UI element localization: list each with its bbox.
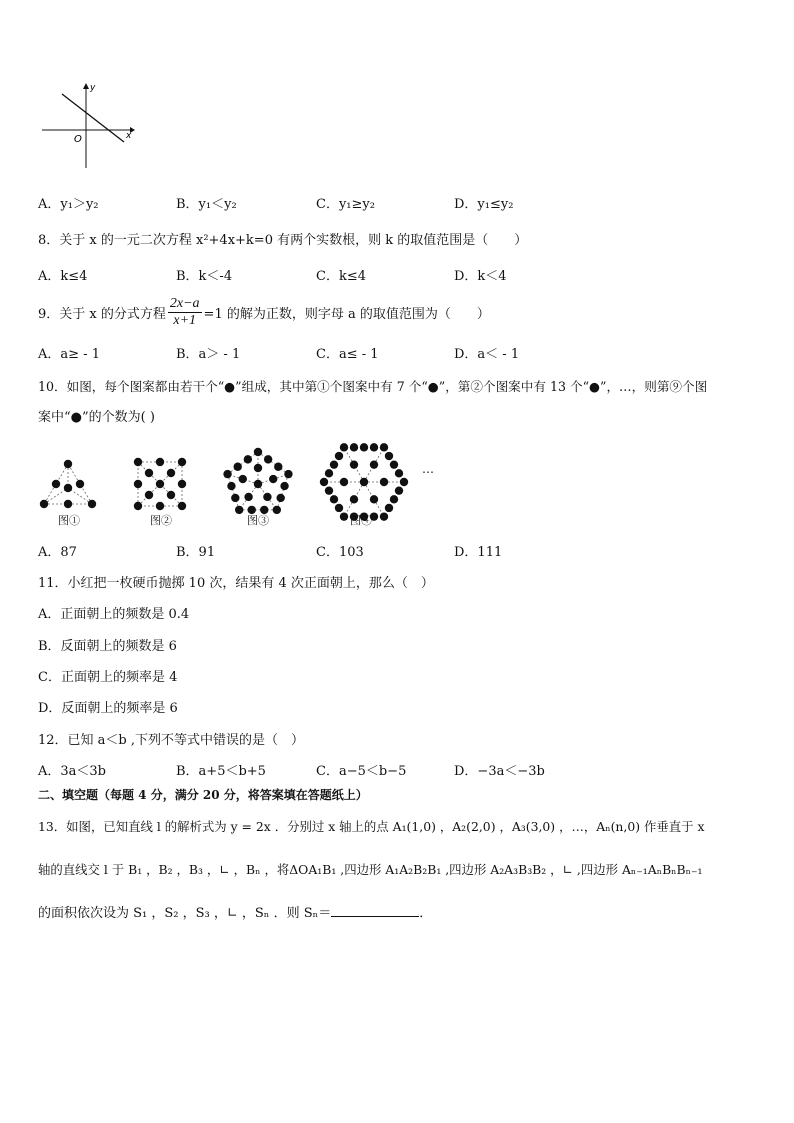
q9-fraction-denominator: x+1	[173, 313, 197, 328]
figure4-dot	[340, 512, 348, 520]
q7-option-a[interactable]: A．y₁＞y₂	[38, 197, 99, 212]
figure2-dot	[145, 469, 153, 477]
figure4-dot	[370, 460, 378, 468]
figure2-dot	[134, 502, 142, 510]
q13-line1: 13．如图，已知直线 l 的解析式为 y = 2x ．分别过 x 轴上的点 A₁(1,0) ，A₂(2,0) ，A₃(3,0) ，…，Aₙ(n,0) 作垂直于 x	[38, 819, 705, 834]
figure-ellipsis: …	[422, 462, 434, 476]
q10-stem-line2: 案中“●”的个数为( )	[38, 410, 155, 425]
figure3-dot	[273, 506, 281, 514]
q9-fraction-numerator: 2x−a	[169, 296, 200, 311]
q9-option-c[interactable]: C．a≤ - 1	[316, 347, 379, 362]
q9-stem	[38, 296, 490, 329]
figure-label-3: 图③	[247, 514, 269, 527]
figure4-dot	[350, 460, 358, 468]
figure1-dot	[64, 460, 72, 468]
figure2-dot	[134, 480, 142, 488]
q7-option-d[interactable]: D．y₁≤y₂	[454, 197, 514, 212]
y-axis-label: y	[90, 83, 96, 93]
figure1-dot	[64, 484, 72, 492]
dot-pattern-figures	[30, 432, 450, 532]
q13-line2: 轴的直线交 l 于 B₁ ，B₂ ，B₃ ，∟ ，Bₙ ，将ΔOA₁B₁ ,四边形 A₁A₂B₂B₁ ,四边形 A₂A₃B₃B₂ ，∟ ,四边形 Aₙ₋₁AₙBₙBₙ₋₁	[38, 862, 703, 877]
q8-option-d[interactable]: D．k＜4	[454, 269, 507, 284]
origin-label: O	[74, 134, 82, 145]
x-axis-label: x	[126, 131, 132, 141]
q11-option-a[interactable]: A．正面朝上的频数是 0.4	[38, 607, 190, 622]
figure4-dot	[350, 443, 358, 451]
q10-option-d[interactable]: D．111	[454, 545, 503, 560]
figure4-dot	[350, 495, 358, 503]
figure4-dot	[370, 443, 378, 451]
figure4-dot	[340, 443, 348, 451]
figure2-dot	[145, 491, 153, 499]
figure1-dot	[64, 500, 72, 508]
figure1-dot	[88, 500, 96, 508]
figure4-dot	[385, 452, 393, 460]
q11-option-d[interactable]: D．反面朝上的频率是 6	[38, 701, 178, 716]
figure4-dot	[325, 486, 333, 494]
q8-stem: 8．关于 x 的一元二次方程 x²+4x+k=0 有两个实数根，则 k 的取值范围是（ ）	[38, 233, 528, 248]
figure4-dot	[320, 478, 328, 486]
figure4-dot	[380, 478, 388, 486]
figure4-dot	[330, 495, 338, 503]
figure3-dot	[254, 480, 262, 488]
figure-label-4: 图④	[350, 514, 372, 527]
figure3-dot	[231, 494, 239, 502]
decreasing-line	[62, 94, 124, 142]
figure2-dot	[178, 480, 186, 488]
figure-guide-line	[228, 474, 240, 510]
figure3-dot	[227, 482, 235, 490]
figure1-dot	[76, 480, 84, 488]
line-graph	[38, 80, 138, 170]
figure3-dot	[280, 482, 288, 490]
figure3-dot	[244, 493, 252, 501]
figure2-dot	[156, 480, 164, 488]
figure4-dot	[325, 469, 333, 477]
figure4-dot	[400, 478, 408, 486]
figure4-dot	[370, 495, 378, 503]
figure-guide-line	[44, 488, 68, 504]
figure-guide-line	[258, 452, 288, 474]
figure4-dot	[330, 460, 338, 468]
figure3-dot	[239, 475, 247, 483]
figure3-dot	[284, 470, 292, 478]
figure4-dot	[335, 452, 343, 460]
q9-fraction	[168, 296, 202, 329]
q7-option-c[interactable]: C．y₁≥y₂	[316, 197, 375, 212]
figure3-dot	[264, 455, 272, 463]
figure2-dot	[178, 502, 186, 510]
figure4-dot	[380, 512, 388, 520]
y-axis-arrow	[83, 83, 89, 89]
figure3-dot	[235, 506, 243, 514]
figure4-dot	[360, 478, 368, 486]
q7-option-b[interactable]: B．y₁＜y₂	[176, 197, 237, 212]
q10-option-a[interactable]: A．87	[38, 545, 77, 560]
figure4-dot	[385, 504, 393, 512]
figure2-dot	[134, 458, 142, 466]
figure4-dot	[390, 495, 398, 503]
figure-label-1: 图①	[58, 514, 80, 527]
figure3-dot	[234, 463, 242, 471]
figure3-dot	[254, 448, 262, 456]
q9-option-d[interactable]: D．a＜ - 1	[454, 347, 520, 362]
q12-option-d[interactable]: D．−3a＜−3b	[454, 764, 545, 779]
figure1-dot	[52, 480, 60, 488]
q12-option-a[interactable]: A．3a＜3b	[38, 764, 107, 779]
figure3-dot	[263, 493, 271, 501]
q11-stem: 11．小红把一枚硬币抛掷 10 次，结果有 4 次正面朝上，那么（ ）	[38, 576, 434, 591]
figure4-dot	[335, 504, 343, 512]
figure2-dot	[178, 458, 186, 466]
figure3-dot	[274, 463, 282, 471]
figure3-dot	[276, 494, 284, 502]
q13-line3-end: ．	[419, 906, 433, 921]
section-heading: 二、填空题（每题 4 分，满分 20 分，将答案填在答题纸上）	[38, 788, 368, 802]
q9-suffix: =1 的解为正数，则字母 a 的取值范围为（ ）	[203, 307, 490, 322]
figure3-dot	[269, 475, 277, 483]
q12-stem: 12．已知 a＜b ,下列不等式中错误的是（ ）	[38, 733, 305, 748]
figure4-dot	[380, 443, 388, 451]
figure4-dot	[395, 486, 403, 494]
answer-blank[interactable]	[331, 904, 419, 917]
figure2-dot	[156, 458, 164, 466]
figure4-dot	[360, 443, 368, 451]
q9-option-a[interactable]: A．a≥ - 1	[38, 347, 100, 362]
figure2-dot	[167, 469, 175, 477]
figure2-dot	[156, 502, 164, 510]
figure3-dot	[244, 455, 252, 463]
q8-option-b[interactable]: B．k＜-4	[176, 269, 233, 284]
figure1-dot	[40, 500, 48, 508]
q10-option-c[interactable]: C．103	[316, 545, 364, 560]
q10-stem-line1: 10．如图，每个图案都由若干个“●”组成，其中第①个图案中有 7 个“●”，第②个图案中有 13 个“●”，…，则第⑨个图	[38, 379, 708, 394]
figure-guide-line	[228, 452, 258, 474]
figure3-dot	[254, 464, 262, 472]
q12-option-c[interactable]: C．a−5＜b−5	[316, 764, 407, 779]
q11-option-b[interactable]: B．反面朝上的频数是 6	[38, 639, 177, 654]
figure2-dot	[167, 491, 175, 499]
figure-label-2: 图②	[150, 514, 172, 527]
q11-option-c[interactable]: C．正面朝上的频率是 4	[38, 670, 178, 685]
figure4-dot	[390, 460, 398, 468]
q8-option-c[interactable]: C．k≤4	[316, 269, 366, 284]
q8-option-a[interactable]: A．k≤4	[38, 269, 88, 284]
q9-option-b[interactable]: B．a＞ - 1	[176, 347, 241, 362]
figure4-dot	[340, 478, 348, 486]
figure4-dot	[395, 469, 403, 477]
figure3-dot	[223, 470, 231, 478]
q13-line3	[38, 902, 432, 921]
q9-prefix: 9．关于 x 的分式方程	[38, 307, 166, 322]
figure-guide-line	[277, 474, 289, 510]
q13-line3-text: 的面积依次设为 S₁ ，S₂ ，S₃ ，∟ ，Sₙ ．则 Sₙ＝	[38, 906, 332, 921]
figure-guide-line	[68, 488, 92, 504]
q10-option-b[interactable]: B．91	[176, 545, 216, 560]
q12-option-b[interactable]: B．a+5＜b+5	[176, 764, 266, 779]
